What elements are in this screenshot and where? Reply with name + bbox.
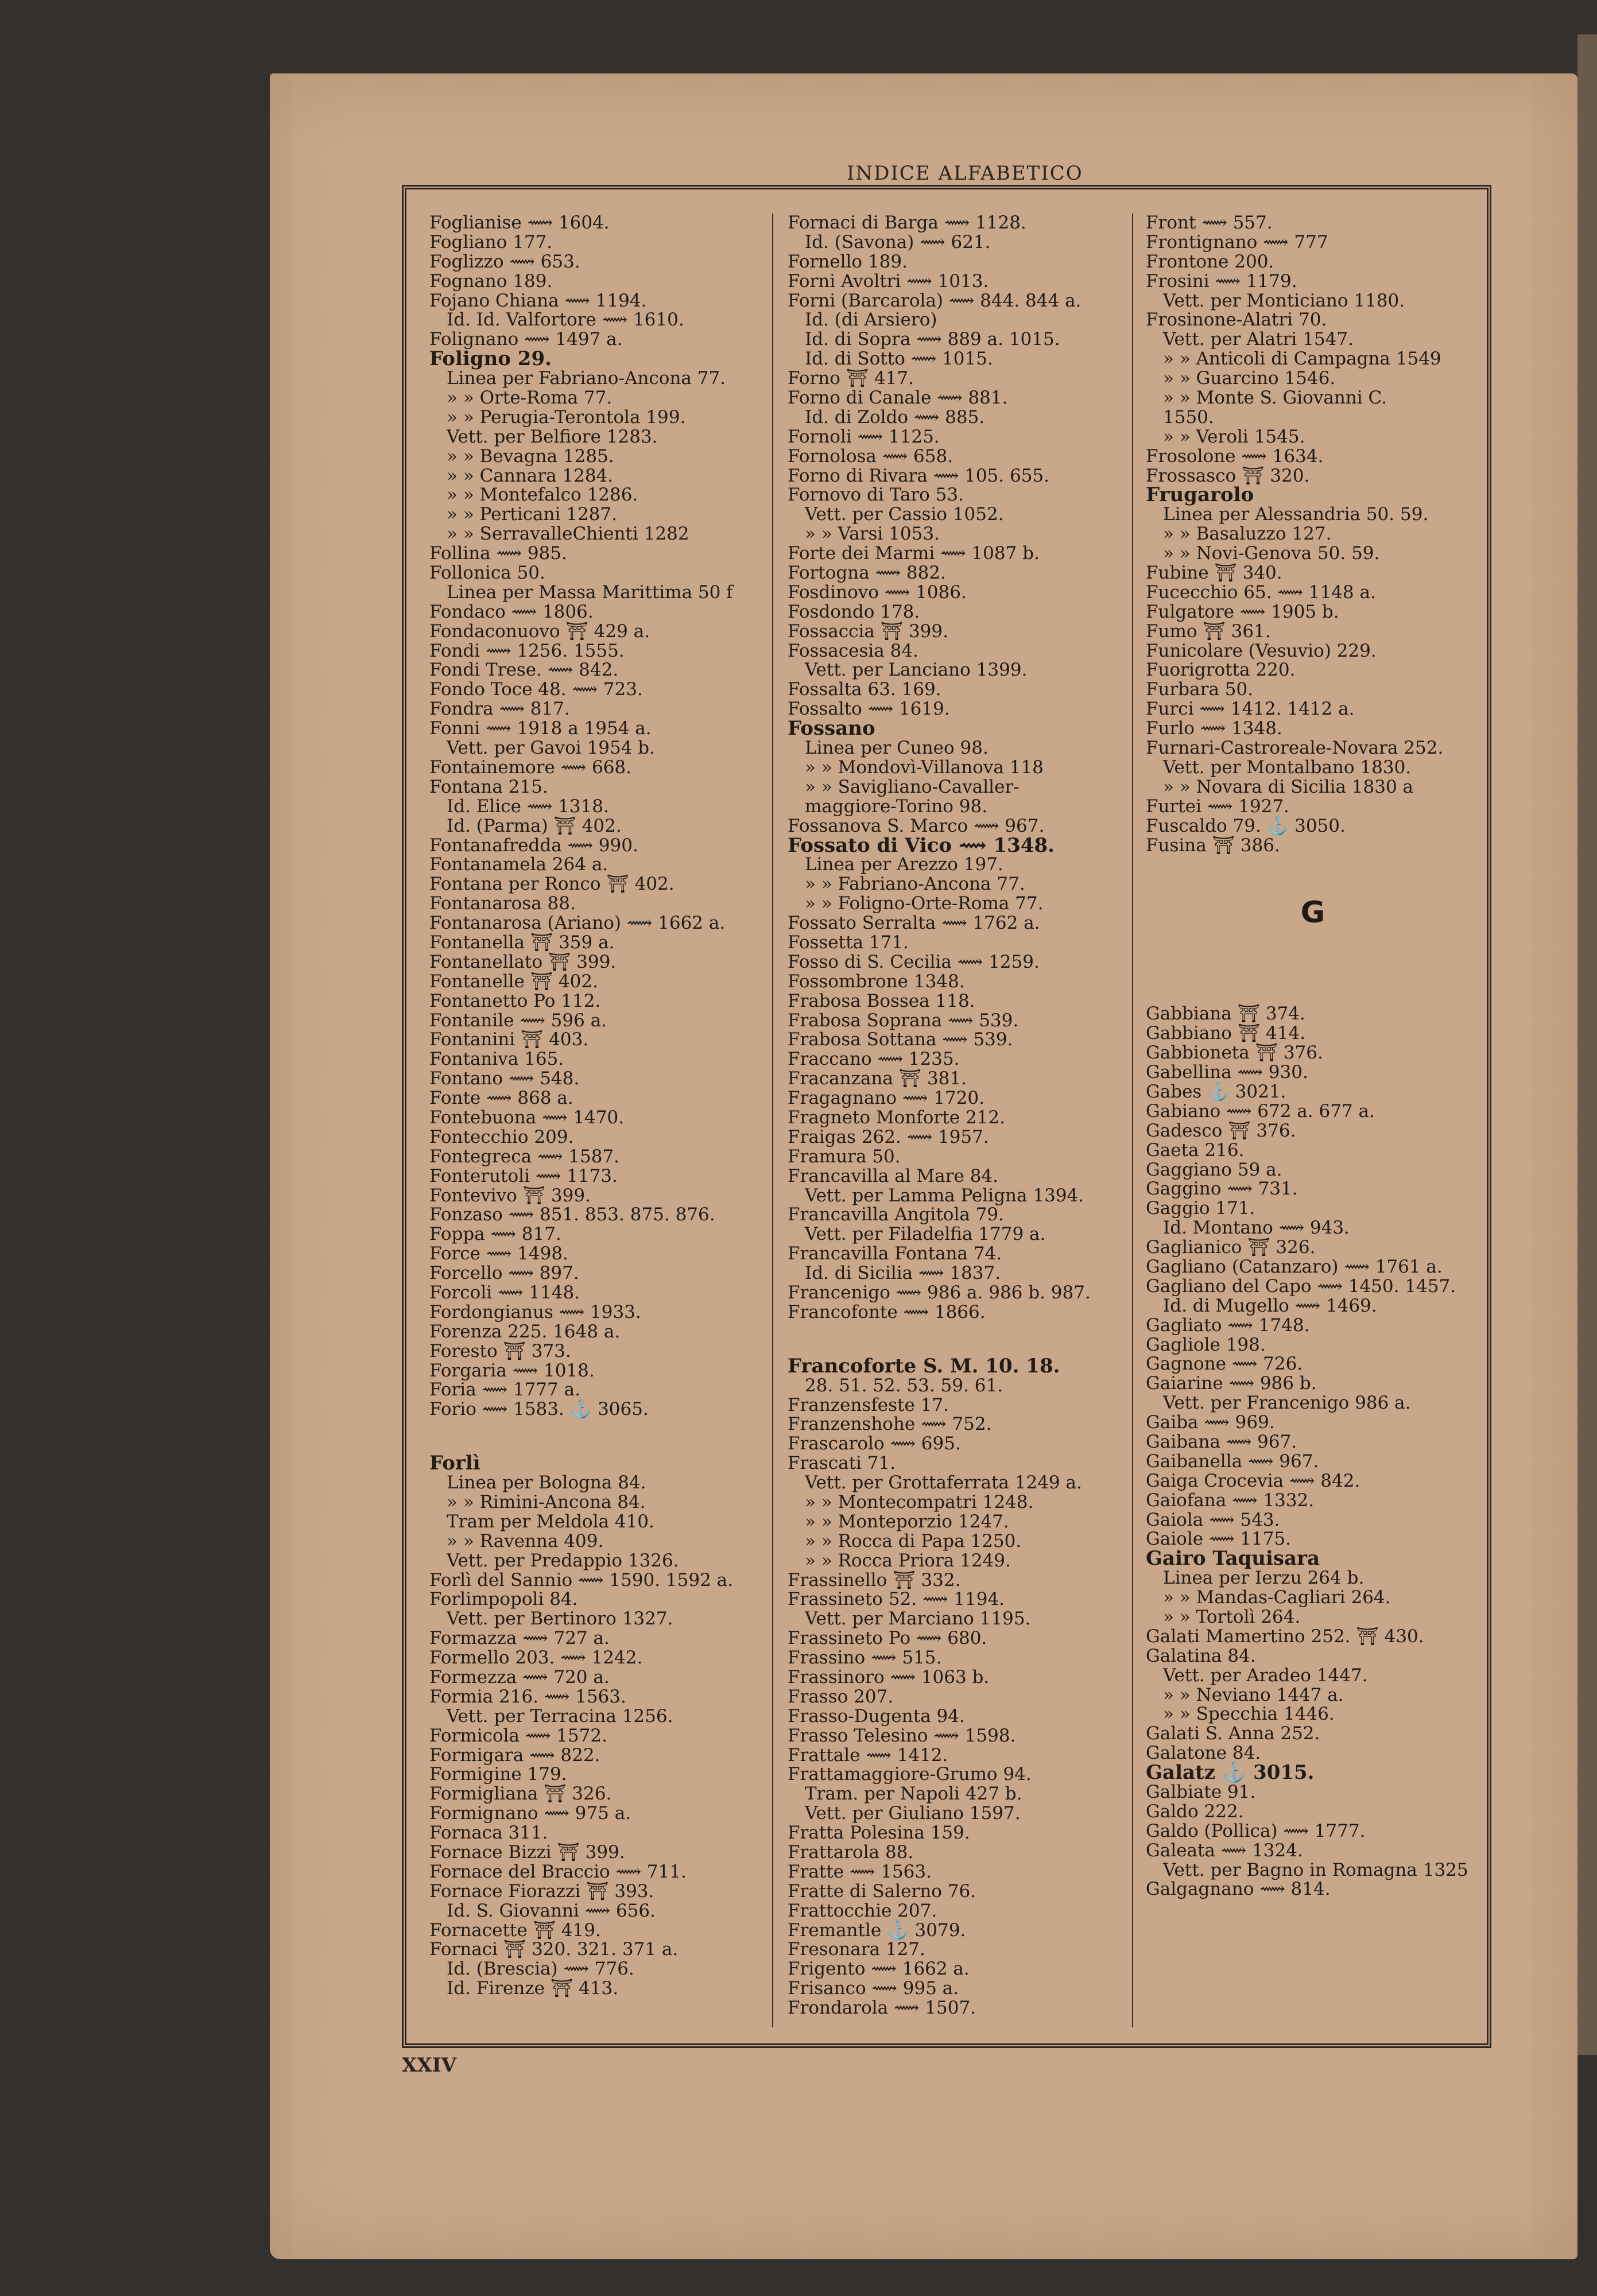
index-entry: Id. Elice ⟿ 1318. bbox=[447, 796, 609, 817]
index-entry: Franzenshohe ⟿ 752. bbox=[788, 1414, 992, 1435]
index-entry: Tram per Meldola 410. bbox=[447, 1511, 654, 1532]
index-entry: Frosolone ⟿ 1634. bbox=[1146, 445, 1324, 467]
index-entry: Gabbiano ⛩ 414. bbox=[1146, 1023, 1306, 1044]
index-entry: Fornoli ⟿ 1125. bbox=[788, 426, 940, 447]
index-entry: Galati Mamertino 252. ⛩ 430. bbox=[1146, 1626, 1424, 1647]
index-entry: Fontevivo ⛩ 399. bbox=[429, 1185, 591, 1206]
index-entry: Francavilla al Mare 84. bbox=[788, 1165, 999, 1186]
index-entry: Fossanova S. Marco ⟿ 967. bbox=[788, 815, 1045, 836]
index-entry: Gabellina ⟿ 930. bbox=[1146, 1062, 1308, 1083]
index-entry: Fontanellato ⛩ 399. bbox=[429, 951, 617, 972]
index-entry: » » Mandas-Cagliari 264. bbox=[1163, 1587, 1391, 1608]
index-entry: Id. Montano ⟿ 943. bbox=[1163, 1217, 1350, 1239]
index-entry: Gaggiano 59 a. bbox=[1146, 1159, 1282, 1180]
index-entry: Fraigas 262. ⟿ 1957. bbox=[788, 1126, 989, 1147]
index-entry: Forenza 225. 1648 a. bbox=[429, 1321, 621, 1342]
index-entry: Formia 216. ⟿ 1563. bbox=[429, 1686, 626, 1707]
index-entry: Frisanco ⟿ 995 a. bbox=[788, 1978, 959, 1999]
index-entry: Foglianise ⟿ 1604. bbox=[429, 214, 610, 233]
index-heading: Forlì bbox=[429, 1452, 480, 1475]
index-entry: Fossaccia ⛩ 399. bbox=[788, 620, 948, 642]
index-entry: Vett. per Gavoi 1954 b. bbox=[447, 738, 656, 759]
index-entry: Fornovo di Taro 53. bbox=[788, 484, 964, 506]
index-entry: Frasso-Dugenta 94. bbox=[788, 1705, 965, 1727]
index-entry: Frattale ⟿ 1412. bbox=[788, 1744, 948, 1766]
index-entry: Fossalto ⟿ 1619. bbox=[788, 699, 950, 720]
index-entry: Fresonara 127. bbox=[788, 1939, 925, 1960]
index-entry: Fontainemore ⟿ 668. bbox=[429, 757, 632, 778]
index-entry: » » Novara di Sicilia 1830 a bbox=[1163, 776, 1414, 797]
index-entry: Vett. per Aradeo 1447. bbox=[1163, 1665, 1368, 1686]
index-entry: Fuorigrotta 220. bbox=[1146, 660, 1296, 681]
index-entry: Formezza ⟿ 720 a. bbox=[429, 1667, 610, 1688]
index-entry: » » Novi-Genova 50. 59. bbox=[1163, 543, 1380, 564]
index-entry: Frassinoro ⟿ 1063 b. bbox=[788, 1667, 990, 1688]
index-entry: Vett. per Marciano 1195. bbox=[805, 1608, 1031, 1630]
index-entry: » » SerravalleChienti 1282 bbox=[447, 523, 689, 545]
index-entry: Forno ⛩ 417. bbox=[788, 368, 914, 389]
index-entry: » » Montefalco 1286. bbox=[447, 484, 638, 506]
index-entry: Id. (Parma) ⛩ 402. bbox=[447, 815, 622, 836]
index-entry: Id. di Sotto ⟿ 1015. bbox=[805, 348, 993, 370]
index-entry: Fratte di Salerno 76. bbox=[788, 1880, 976, 1902]
index-entry: Forcoli ⟿ 1148. bbox=[429, 1282, 580, 1303]
index-entry: » » Rimini-Ancona 84. bbox=[447, 1492, 646, 1512]
spacer bbox=[788, 1322, 1118, 1357]
index-entry: Frosini ⟿ 1179. bbox=[1146, 270, 1297, 292]
index-entry: Foria ⟿ 1777 a. bbox=[429, 1379, 580, 1401]
index-entry: Vett. per Francenigo 986 a. bbox=[1163, 1393, 1411, 1414]
index-entry: Gaiga Crocevia ⟿ 842. bbox=[1146, 1470, 1360, 1491]
index-entry: Fonterutoli ⟿ 1173. bbox=[429, 1165, 618, 1186]
index-entry: » » Cannara 1284. bbox=[447, 465, 614, 486]
index-entry: Foresto ⛩ 373. bbox=[429, 1340, 571, 1362]
index-entry: Fornace Bizzi ⛩ 399. bbox=[429, 1842, 625, 1863]
index-entry: » » Specchia 1446. bbox=[1163, 1704, 1335, 1725]
spacer bbox=[429, 1420, 762, 1454]
index-entry: Galdo 222. bbox=[1146, 1801, 1244, 1822]
index-entry: Vett. per Bertinoro 1327. bbox=[447, 1608, 673, 1630]
index-entry: Vett. per Belfiore 1283. bbox=[447, 426, 658, 447]
column-rule bbox=[1132, 214, 1133, 2027]
index-entry: Frattarola 88. bbox=[788, 1842, 914, 1863]
index-entry: Fontanarosa 88. bbox=[429, 893, 576, 914]
index-entry: Frabosa Sottana ⟿ 539. bbox=[788, 1029, 1013, 1050]
index-entry: Vett. per Lamma Peligna 1394. bbox=[805, 1185, 1084, 1206]
index-entry: Fossalta 63. 169. bbox=[788, 679, 941, 700]
index-entry: Fontanella ⛩ 359 a. bbox=[429, 932, 615, 953]
index-entry: Fondaco ⟿ 1806. bbox=[429, 601, 594, 622]
index-entry: Fusina ⛩ 386. bbox=[1146, 835, 1280, 856]
index-entry: Vett. per Montalbano 1830. bbox=[1163, 757, 1412, 778]
index-entry: Follonica 50. bbox=[429, 563, 545, 584]
index-entry: Formignano ⟿ 975 a. bbox=[429, 1803, 631, 1824]
index-entry: Fognano 189. bbox=[429, 270, 553, 292]
index-entry: Fracanzana ⛩ 381. bbox=[788, 1068, 967, 1089]
index-entry: » » Foligno-Orte-Roma 77. bbox=[805, 893, 1044, 914]
index-entry: Fontanafredda ⟿ 990. bbox=[429, 835, 638, 856]
index-entry: Fossetta 171. bbox=[788, 932, 909, 953]
index-entry: Formigara ⟿ 822. bbox=[429, 1744, 600, 1766]
index-entry: Tram. per Napoli 427 b. bbox=[805, 1783, 1022, 1805]
index-entry: » » Ravenna 409. bbox=[447, 1530, 604, 1552]
index-entry: Frabosa Bossea 118. bbox=[788, 990, 975, 1011]
index-entry: Forte dei Marmi ⟿ 1087 b. bbox=[788, 543, 1040, 564]
index-entry: Galati S. Anna 252. bbox=[1146, 1723, 1320, 1744]
index-entry: Gaglianico ⛩ 326. bbox=[1146, 1237, 1316, 1258]
index-entry: Fondi ⟿ 1256. 1555. bbox=[429, 640, 625, 661]
section-letter: G bbox=[1300, 895, 1325, 930]
page-header: INDICE ALFABETICO bbox=[847, 162, 1083, 185]
index-entry: Fornello 189. bbox=[788, 251, 908, 272]
index-entry: Framura 50. bbox=[788, 1146, 901, 1167]
index-entry: Fornace Fiorazzi ⛩ 393. bbox=[429, 1880, 654, 1902]
index-entry: » » Veroli 1545. bbox=[1163, 426, 1305, 447]
index-entry: Fuscaldo 79. ⚓ 3050. bbox=[1146, 815, 1346, 836]
index-entry: Furlo ⟿ 1348. bbox=[1146, 718, 1282, 739]
index-entry: Fulgatore ⟿ 1905 b. bbox=[1146, 601, 1339, 622]
index-heading: Francoforte S. M. 10. 18. bbox=[788, 1354, 1060, 1378]
index-entry: Fossacesia 84. bbox=[788, 640, 918, 661]
index-entry: Fontanetto Po 112. bbox=[429, 990, 601, 1011]
index-entry: » » Guarcino 1546. bbox=[1163, 368, 1336, 389]
index-entry: Gagnone ⟿ 726. bbox=[1146, 1353, 1303, 1375]
index-entry: Foglizzo ⟿ 653. bbox=[429, 251, 580, 272]
index-heading: Frugarolo bbox=[1146, 483, 1254, 507]
index-entry: » » Perticani 1287. bbox=[447, 504, 617, 525]
index-entry: » » Neviano 1447 a. bbox=[1163, 1684, 1344, 1705]
index-entry: Frontignano ⟿ 777 bbox=[1146, 231, 1328, 253]
index-entry: Fragneto Monforte 212. bbox=[788, 1107, 1005, 1128]
index-entry: Galatina 84. bbox=[1146, 1645, 1256, 1666]
index-entry: Linea per Ierzu 264 b. bbox=[1163, 1568, 1365, 1589]
index-entry: Linea per Alessandria 50. 59. bbox=[1163, 504, 1429, 525]
index-entry: » » Rocca di Papa 1250. bbox=[805, 1530, 1022, 1552]
index-entry: Fontanelle ⛩ 402. bbox=[429, 971, 598, 992]
index-entry: Vett. per Predappio 1326. bbox=[447, 1550, 679, 1571]
index-entry: Gabbiana ⛩ 374. bbox=[1146, 1003, 1305, 1025]
index-entry: 1550. bbox=[1163, 406, 1214, 428]
index-entry: Gagliole 198. bbox=[1146, 1334, 1266, 1355]
index-entry: » » Monteporzio 1247. bbox=[805, 1511, 1009, 1532]
index-entry: Fraccano ⟿ 1235. bbox=[788, 1049, 960, 1070]
index-entry: Forni (Barcarola) ⟿ 844. 844 a. bbox=[788, 290, 1082, 311]
index-entry: Francavilla Fontana 74. bbox=[788, 1243, 1002, 1265]
index-entry: Gaiarine ⟿ 986 b. bbox=[1146, 1373, 1317, 1394]
index-entry: Fossato Serralta ⟿ 1762 a. bbox=[788, 913, 1040, 934]
index-entry: Vett. per Cassio 1052. bbox=[805, 504, 1004, 525]
index-entry: Vett. per Bagno in Romagna 1325 bbox=[1163, 1859, 1468, 1880]
index-entry: » » Bevagna 1285. bbox=[447, 445, 614, 467]
index-entry: Frascati 71. bbox=[788, 1453, 896, 1474]
index-entry: maggiore-Torino 98. bbox=[805, 796, 988, 817]
index-entry: Gaiola ⟿ 543. bbox=[1146, 1509, 1280, 1530]
index-entry: Vett. per Filadelfia 1779 a. bbox=[805, 1224, 1046, 1245]
index-entry: Frontone 200. bbox=[1146, 251, 1274, 272]
index-entry: Fortogna ⟿ 882. bbox=[788, 563, 946, 584]
column-rule bbox=[772, 214, 773, 2027]
index-entry: Fogliano 177. bbox=[429, 231, 553, 253]
index-entry: » » Orte-Roma 77. bbox=[447, 387, 613, 409]
index-entry: Gaiole ⟿ 1175. bbox=[1146, 1529, 1291, 1550]
index-entry: Id. di Zoldo ⟿ 885. bbox=[805, 406, 985, 428]
index-entry: Gagliano (Catanzaro) ⟿ 1761 a. bbox=[1146, 1256, 1443, 1277]
index-entry: Fontanarosa (Ariano) ⟿ 1662 a. bbox=[429, 913, 726, 934]
index-entry: Galatone 84. bbox=[1146, 1743, 1261, 1764]
book-edge bbox=[1577, 34, 1597, 2055]
index-entry: Id. (Savona) ⟿ 621. bbox=[805, 231, 991, 253]
index-entry: Vett. per Lanciano 1399. bbox=[805, 660, 1028, 681]
index-entry: Fontanamela 264 a. bbox=[429, 854, 608, 875]
index-entry: Fornacette ⛩ 419. bbox=[429, 1919, 601, 1941]
index-entry: Fosso di S. Cecilia ⟿ 1259. bbox=[788, 951, 1040, 972]
index-entry: Forio ⟿ 1583. ⚓ 3065. bbox=[429, 1399, 649, 1420]
index-entry: Frabosa Soprana ⟿ 539. bbox=[788, 1010, 1019, 1031]
index-entry: Id. di Sicilia ⟿ 1837. bbox=[805, 1263, 1001, 1284]
index-entry: Front ⟿ 557. bbox=[1146, 214, 1273, 233]
index-entry: » » Monte S. Giovanni C. bbox=[1163, 387, 1387, 409]
index-entry: Francavilla Angitola 79. bbox=[788, 1204, 1004, 1225]
index-entry: Forgaria ⟿ 1018. bbox=[429, 1360, 595, 1381]
index-entry: Fontana 215. bbox=[429, 776, 548, 797]
index-entry: Frassinello ⛩ 332. bbox=[788, 1569, 961, 1591]
index-entry: Linea per Bologna 84. bbox=[447, 1472, 646, 1494]
index-column-1 bbox=[429, 214, 762, 2027]
index-entry: Gadesco ⛩ 376. bbox=[1146, 1120, 1296, 1141]
index-entry: Id. Firenze ⛩ 413. bbox=[447, 1978, 619, 1999]
index-entry: Linea per Cuneo 98. bbox=[805, 738, 989, 759]
index-entry: Fumo ⛩ 361. bbox=[1146, 620, 1271, 642]
index-entry: Gaiofana ⟿ 1332. bbox=[1146, 1490, 1315, 1511]
index-entry: » » Perugia-Terontola 199. bbox=[447, 406, 686, 428]
index-entry: Fonni ⟿ 1918 a 1954 a. bbox=[429, 718, 652, 739]
index-entry: Gaibanella ⟿ 967. bbox=[1146, 1450, 1319, 1472]
index-entry: Fosdinovo ⟿ 1086. bbox=[788, 581, 967, 603]
index-entry: Gabbioneta ⛩ 376. bbox=[1146, 1042, 1323, 1064]
index-entry: Id. S. Giovanni ⟿ 656. bbox=[447, 1900, 656, 1921]
index-entry: Id. (di Arsiero) bbox=[805, 309, 937, 331]
index-entry: Galeata ⟿ 1324. bbox=[1146, 1840, 1303, 1861]
index-entry: Fondaconuovo ⛩ 429 a. bbox=[429, 620, 650, 642]
index-entry: Fragagnano ⟿ 1720. bbox=[788, 1088, 984, 1109]
index-entry: Franzensfeste 17. bbox=[788, 1394, 949, 1415]
index-entry: Frondarola ⟿ 1507. bbox=[788, 1998, 976, 2019]
index-entry: Fremantle ⚓ 3079. bbox=[788, 1919, 966, 1941]
index-entry: Id. Id. Valfortore ⟿ 1610. bbox=[447, 309, 684, 331]
index-entry: Vett. per Giuliano 1597. bbox=[805, 1803, 1021, 1824]
index-entry: Gabiano ⟿ 672 a. 677 a. bbox=[1146, 1100, 1375, 1122]
index-entry: Forno di Rivara ⟿ 105. 655. bbox=[788, 465, 1049, 486]
index-entry: Frossasco ⛩ 320. bbox=[1146, 465, 1310, 486]
index-entry: Vett. per Grottaferrata 1249 a. bbox=[805, 1472, 1082, 1494]
index-heading: Fossano bbox=[788, 717, 875, 740]
index-entry: Francofonte ⟿ 1866. bbox=[788, 1301, 986, 1322]
index-entry: Fosdondo 178. bbox=[788, 601, 920, 622]
index-entry: » » Mondovì-Villanova 118 bbox=[805, 757, 1044, 778]
index-entry: Forlì del Sannio ⟿ 1590. 1592 a. bbox=[429, 1569, 733, 1591]
page-number: XXIV bbox=[402, 2054, 457, 2077]
index-entry: Frattamaggiore-Grumo 94. bbox=[788, 1764, 1032, 1785]
index-entry: Gaggino ⟿ 731. bbox=[1146, 1178, 1298, 1200]
index-entry: Frasso Telesino ⟿ 1598. bbox=[788, 1725, 1016, 1746]
index-entry: Fonzaso ⟿ 851. 853. 875. 876. bbox=[429, 1204, 715, 1225]
index-column-2 bbox=[788, 214, 1118, 2027]
index-entry: Fontano ⟿ 548. bbox=[429, 1068, 580, 1089]
index-entry: Force ⟿ 1498. bbox=[429, 1243, 568, 1265]
index-entry: Fontanini ⛩ 403. bbox=[429, 1029, 589, 1050]
index-entry: » » Fabriano-Ancona 77. bbox=[805, 874, 1025, 895]
index-entry: Fornaca 311. bbox=[429, 1822, 548, 1844]
index-entry: Formello 203. ⟿ 1242. bbox=[429, 1647, 643, 1669]
index-entry: Fratta Polesina 159. bbox=[788, 1822, 970, 1844]
index-entry: » » Varsi 1053. bbox=[805, 523, 940, 545]
index-entry: Fontana per Ronco ⛩ 402. bbox=[429, 874, 675, 895]
index-entry: Forcello ⟿ 897. bbox=[429, 1263, 579, 1284]
index-entry: Fratte ⟿ 1563. bbox=[788, 1861, 932, 1882]
index-entry: Gaiba ⟿ 969. bbox=[1146, 1412, 1275, 1433]
index-entry: Gaggio 171. bbox=[1146, 1198, 1255, 1219]
index-entry: Galbiate 91. bbox=[1146, 1782, 1256, 1803]
index-entry: Vett. per Alatri 1547. bbox=[1163, 329, 1354, 350]
index-entry: Furnari-Castroreale-Novara 252. bbox=[1146, 738, 1444, 759]
index-entry: Frasso 207. bbox=[788, 1686, 894, 1707]
index-entry: Formigine 179. bbox=[429, 1764, 567, 1785]
index-heading: Gairo Taquisara bbox=[1146, 1547, 1320, 1570]
index-entry: Francenigo ⟿ 986 a. 986 b. 987. bbox=[788, 1282, 1091, 1303]
index-entry: Forlimpopoli 84. bbox=[429, 1589, 578, 1610]
index-entry: Gaeta 216. bbox=[1146, 1139, 1245, 1161]
index-entry: Fubine ⛩ 340. bbox=[1146, 563, 1282, 584]
index-entry: Fornace del Braccio ⟿ 711. bbox=[429, 1861, 687, 1882]
index-entry: » » Anticoli di Campagna 1549 bbox=[1163, 348, 1441, 370]
index-entry: Frosinone-Alatri 70. bbox=[1146, 309, 1327, 331]
index-entry: Fucecchio 65. ⟿ 1148 a. bbox=[1146, 581, 1376, 603]
index-entry: Fordongianus ⟿ 1933. bbox=[429, 1301, 641, 1322]
index-entry: 28. 51. 52. 53. 59. 61. bbox=[805, 1375, 1003, 1396]
index-entry: » » Montecompatri 1248. bbox=[805, 1492, 1034, 1512]
index-entry: Formicola ⟿ 1572. bbox=[429, 1725, 607, 1746]
index-entry: Vett. per Terracina 1256. bbox=[447, 1705, 673, 1727]
index-entry: Furci ⟿ 1412. 1412 a. bbox=[1146, 699, 1355, 720]
index-entry: Furbara 50. bbox=[1146, 679, 1254, 700]
index-entry: Fornaci ⛩ 320. 321. 371 a. bbox=[429, 1939, 679, 1960]
index-entry: Forni Avoltri ⟿ 1013. bbox=[788, 270, 989, 292]
index-heading: Fossato di Vico ⟿ 1348. bbox=[788, 833, 1055, 857]
index-entry: Frassineto Po ⟿ 680. bbox=[788, 1628, 987, 1649]
index-entry: Forno di Canale ⟿ 881. bbox=[788, 387, 1008, 409]
index-entry: Frigento ⟿ 1662 a. bbox=[788, 1958, 970, 1980]
index-entry: Frassino ⟿ 515. bbox=[788, 1647, 942, 1669]
index-entry: Fontaniva 165. bbox=[429, 1049, 564, 1070]
index-entry: Formigliana ⛩ 326. bbox=[429, 1783, 612, 1805]
index-entry: » » Savigliano-Cavaller- bbox=[805, 776, 1020, 797]
index-entry: Fondo Toce 48. ⟿ 723. bbox=[429, 679, 643, 700]
index-entry: Frascarolo ⟿ 695. bbox=[788, 1433, 961, 1455]
index-entry: Fontanile ⟿ 596 a. bbox=[429, 1010, 607, 1031]
index-entry: Gagliano del Capo ⟿ 1450. 1457. bbox=[1146, 1275, 1456, 1297]
index-heading: Galatz ⚓ 3015. bbox=[1146, 1761, 1315, 1785]
index-entry: Fonte ⟿ 868 a. bbox=[429, 1088, 573, 1109]
index-entry: » » Basaluzzo 127. bbox=[1163, 523, 1332, 545]
index-entry: Fontegreca ⟿ 1587. bbox=[429, 1146, 619, 1167]
index-entry: Funicolare (Vesuvio) 229. bbox=[1146, 640, 1377, 661]
index-entry: Furtei ⟿ 1927. bbox=[1146, 796, 1289, 817]
index-entry: Linea per Massa Marittima 50 f bbox=[447, 581, 733, 603]
index-entry: Id. (Brescia) ⟿ 776. bbox=[447, 1958, 634, 1980]
index-entry: Galdo (Pollica) ⟿ 1777. bbox=[1146, 1820, 1366, 1841]
index-entry: Fondi Trese. ⟿ 842. bbox=[429, 660, 619, 681]
index-entry: Follina ⟿ 985. bbox=[429, 543, 567, 564]
spacer bbox=[1146, 970, 1480, 1004]
index-heading: Foligno 29. bbox=[429, 347, 552, 371]
index-entry: Fojano Chiana ⟿ 1194. bbox=[429, 290, 647, 311]
index-entry: Fornaci di Barga ⟿ 1128. bbox=[788, 214, 1026, 233]
index-entry: Gagliato ⟿ 1748. bbox=[1146, 1314, 1310, 1336]
index-entry: Gaibana ⟿ 967. bbox=[1146, 1431, 1297, 1452]
index-entry: Folignano ⟿ 1497 a. bbox=[429, 329, 623, 350]
index-entry: Linea per Arezzo 197. bbox=[805, 854, 1003, 875]
index-entry: Id. di Sopra ⟿ 889 a. 1015. bbox=[805, 329, 1060, 350]
index-entry: Formazza ⟿ 727 a. bbox=[429, 1628, 610, 1649]
index-entry: Fornolosa ⟿ 658. bbox=[788, 445, 953, 467]
index-entry: Gabes ⚓ 3021. bbox=[1146, 1081, 1286, 1102]
index-entry: Vett. per Monticiano 1180. bbox=[1163, 290, 1405, 311]
index-entry: Linea per Fabriano-Ancona 77. bbox=[447, 368, 726, 389]
index-entry: Foppa ⟿ 817. bbox=[429, 1224, 561, 1245]
index-entry: Fontecchio 209. bbox=[429, 1126, 574, 1147]
index-column-3 bbox=[1146, 214, 1480, 2027]
index-entry: » » Tortolì 264. bbox=[1163, 1607, 1301, 1627]
index-entry: Fondra ⟿ 817. bbox=[429, 699, 570, 720]
index-entry: Galgagnano ⟿ 814. bbox=[1146, 1879, 1331, 1900]
index-entry: Fossombrone 1348. bbox=[788, 971, 965, 992]
index-entry: Fontebuona ⟿ 1470. bbox=[429, 1107, 625, 1128]
index-entry: Frassineto 52. ⟿ 1194. bbox=[788, 1589, 1005, 1610]
index-entry: » » Rocca Priora 1249. bbox=[805, 1550, 1011, 1571]
index-entry: Frattocchie 207. bbox=[788, 1900, 937, 1921]
index-entry: Id. di Mugello ⟿ 1469. bbox=[1163, 1295, 1377, 1316]
